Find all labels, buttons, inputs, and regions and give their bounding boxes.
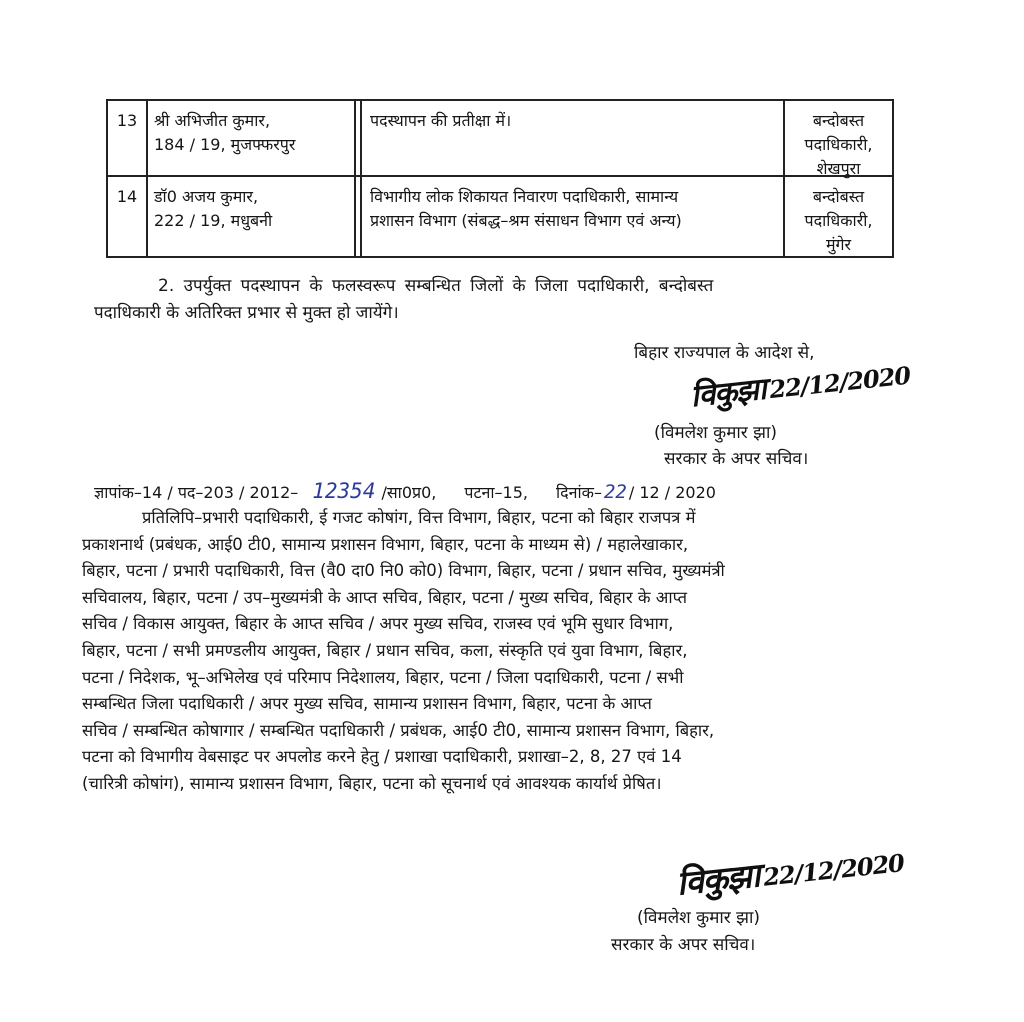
officer-name: डॉ0 अजय कुमार, xyxy=(154,187,259,206)
previous-post-district: मुंगेर xyxy=(825,235,852,254)
posting-cell xyxy=(360,177,783,256)
memo-number-line xyxy=(94,479,716,503)
posting-cell xyxy=(360,101,783,175)
officer-code: 184 / 19, मुजफ्फरपुर xyxy=(154,135,296,154)
previous-post: पदाधिकारी, xyxy=(804,135,873,154)
previous-post-cell xyxy=(783,101,894,178)
memo-number-handwritten: 12354 xyxy=(312,479,376,503)
copy-line: पटना / निदेशक, भू–अभिलेख एवं परिमाप निदेशालय, बिहार, पटना / जिला पदाधिकारी, पटना / सभी xyxy=(82,667,684,687)
serial-number: 13 xyxy=(106,101,146,175)
officer-code: 222 / 19, मधुबनी xyxy=(154,211,273,230)
posting-text: पदस्थापन की प्रतीक्षा में। xyxy=(370,111,512,130)
copy-line: प्रकाशनार्थ (प्रबंधक, आई0 टी0, सामान्य प्रशासन विभाग, बिहार, पटना के माध्यम से) / महालेखाकार, xyxy=(82,534,689,554)
previous-post: बन्दोबस्त xyxy=(812,187,865,206)
paragraph-2 xyxy=(94,273,904,327)
previous-post-cell xyxy=(783,177,894,256)
memo-date-prefix: दिनांक– xyxy=(556,483,602,502)
posting-table xyxy=(106,99,894,258)
previous-post-district: शेखपुरा xyxy=(816,159,861,178)
copy-line: सचिव / विकास आयुक्त, बिहार के आप्त सचिव / अपर मुख्य सचिव, राजस्व एवं भूमि सुधार विभाग, xyxy=(82,614,674,634)
memo-place: पटना–15, xyxy=(464,483,528,502)
signatory-designation: सरकार के अपर सचिव। xyxy=(611,935,756,955)
posting-text: विभागीय लोक शिकायत निवारण पदाधिकारी, सामान्य xyxy=(370,187,679,206)
paragraph-line: पदाधिकारी के अतिरिक्त प्रभार से मुक्त हो जायेंगे। xyxy=(94,303,399,323)
previous-post: पदाधिकारी, xyxy=(804,211,873,230)
copy-line: सचिवालय, बिहार, पटना / उप–मुख्यमंत्री के आप्त सचिव, बिहार, पटना / मुख्य सचिव, बिहार के आप्त xyxy=(82,587,688,607)
table-row xyxy=(106,101,894,177)
signature-scribble: विकुझा xyxy=(688,371,768,415)
signature-date: 22/12/2020 xyxy=(761,848,906,892)
copy-line: बिहार, पटना / प्रभारी पदाधिकारी, वित्त (वै0 दा0 नि0 को0) विभाग, बिहार, पटना / प्रधान सचिव, मुख्यमंत्री xyxy=(82,561,725,581)
serial-number: 14 xyxy=(106,177,146,256)
posting-text: प्रशासन विभाग (संबद्ध–श्रम संसाधन विभाग एवं अन्य) xyxy=(370,211,682,230)
copy-line: (चारित्री कोषांग), सामान्य प्रशासन विभाग, बिहार, पटना को सूचनार्थ एवं आवश्यक कार्यार्थ प्रेषित। xyxy=(82,773,662,793)
signatory-designation: सरकार के अपर सचिव। xyxy=(664,449,809,469)
paragraph-line: 2. उपर्युक्त पदस्थापन के फलस्वरूप सम्बन्धित जिलों के जिला पदाधिकारी, बन्दोबस्त xyxy=(158,276,714,296)
governor-order-line: बिहार राज्यपाल के आदेश से, xyxy=(634,343,815,363)
officer-name: श्री अभिजीत कुमार, xyxy=(154,111,271,130)
copy-line: प्रतिलिपि–प्रभारी पदाधिकारी, ई गजट कोषांग, वित्त विभाग, बिहार, पटना को बिहार राजपत्र में xyxy=(142,508,696,527)
copy-line: सम्बन्धित जिला पदाधिकारी / अपर मुख्य सचिव, सामान्य प्रशासन विभाग, बिहार, पटना के आप्त xyxy=(82,694,652,714)
signature-2 xyxy=(674,836,905,905)
memo-day-handwritten: 22 xyxy=(603,481,627,503)
signatory-name: (विमलेश कुमार झा) xyxy=(637,908,761,928)
memo-suffix: /सा0प्र0, xyxy=(381,483,437,502)
copy-line: बिहार, पटना / सभी प्रमण्डलीय आयुक्त, बिहार / प्रधान सचिव, कला, संस्कृति एवं युवा विभाग, बिहार, xyxy=(82,640,688,660)
signatory-name: (विमलेश कुमार झा) xyxy=(654,423,778,443)
memo-prefix: ज्ञापांक–14 / पद–203 / 2012– xyxy=(94,483,299,502)
previous-post: बन्दोबस्त xyxy=(812,111,865,130)
signature-scribble: विकुझा xyxy=(674,855,762,903)
table-row xyxy=(106,177,894,258)
officer-name-cell xyxy=(146,177,354,256)
memo-date-suffix: / 12 / 2020 xyxy=(628,483,716,502)
signature-date: 22/12/2020 xyxy=(767,360,912,405)
officer-name-cell xyxy=(146,101,354,175)
copy-distribution-paragraph xyxy=(82,505,882,798)
copy-line: सचिव / सम्बन्धित कोषागार / सम्बन्धित पदाधिकारी / प्रबंधक, आई0 टी0, सामान्य प्रशासन विभाग, बिहार, xyxy=(82,720,715,740)
copy-line: पटना को विभागीय वेबसाइट पर अपलोड करने हेतु / प्रशाखा पदाधिकारी, प्रशाखा–2, 8, 27 एवं 14 xyxy=(82,747,682,767)
